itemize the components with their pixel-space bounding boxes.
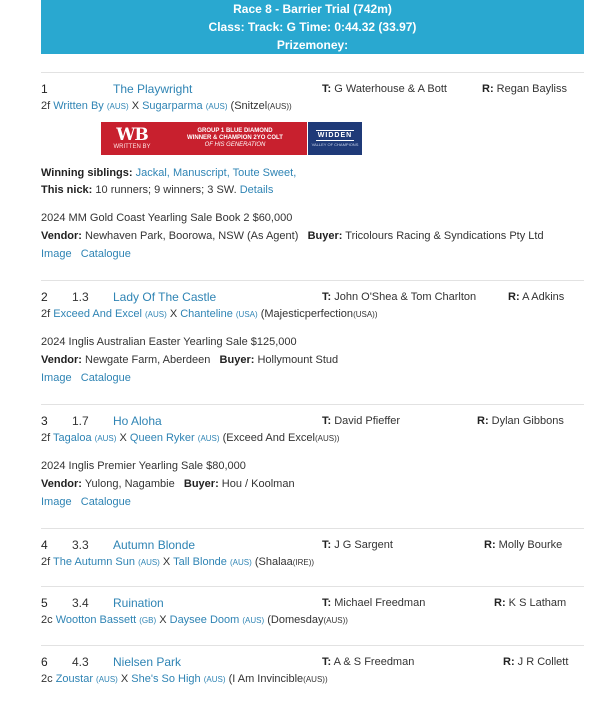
- rider-label: R:: [494, 597, 506, 609]
- widden-logo: [307, 122, 362, 155]
- sibling-link[interactable]: Toute Sweet,: [232, 167, 297, 179]
- image-link[interactable]: Image: [41, 248, 72, 260]
- runner-name-link[interactable]: Ruination: [113, 596, 164, 610]
- trainer-name: A & S Freedman: [333, 656, 415, 668]
- race-header: [41, 0, 584, 54]
- banner-line-3: OF HIS GENERATION: [204, 142, 266, 148]
- rider-name: Dylan Gibbons: [491, 415, 564, 427]
- sibling-link[interactable]: Jackal,: [135, 167, 170, 179]
- rider-name: A Adkins: [522, 291, 565, 303]
- trainer: [322, 594, 425, 612]
- trainer-name: David Pfieffer: [334, 415, 401, 427]
- runner-name-link[interactable]: The Playwright: [113, 82, 193, 96]
- cross-symbol: X: [169, 308, 178, 320]
- cross-symbol: X: [120, 673, 129, 685]
- widden-logo-text: WIDDEN: [317, 132, 353, 139]
- buyer-label: Buyer:: [183, 478, 219, 490]
- pedigree: [41, 98, 584, 114]
- vendor-name: Newgate Farm, Aberdeen: [85, 354, 211, 366]
- runner-odds: 3.3: [72, 538, 89, 552]
- banner-line-2: WINNER & CHAMPION 2YO COLT: [187, 135, 283, 141]
- rider-name: J R Collett: [517, 656, 569, 668]
- sibling-link[interactable]: Manuscript,: [172, 167, 230, 179]
- runner-number: 5: [41, 596, 48, 610]
- image-link[interactable]: Image: [41, 496, 72, 508]
- dam-link[interactable]: Tall Blonde: [173, 556, 227, 568]
- sire-link[interactable]: The Autumn Sun: [53, 556, 135, 568]
- rider-name: Regan Bayliss: [496, 83, 567, 95]
- damsire-country: (AUS)): [314, 434, 340, 443]
- damsire-country: (AUS)): [303, 675, 328, 684]
- vendor-buyer: [41, 475, 584, 493]
- runner-number: 4: [41, 538, 48, 552]
- damsire: (Shalaa: [254, 556, 293, 568]
- damsire: (Domesday: [267, 614, 324, 626]
- runner-name-link[interactable]: Nielsen Park: [113, 655, 182, 669]
- sire-link[interactable]: Zoustar: [55, 673, 93, 685]
- pedigree: [41, 430, 584, 446]
- media-links: [41, 369, 584, 387]
- dam-country: (AUS): [242, 616, 265, 625]
- cross-symbol: X: [131, 100, 140, 112]
- trainer-label: T:: [322, 656, 332, 668]
- cross-symbol: X: [162, 556, 171, 568]
- runner-odds: 1.3: [72, 290, 89, 304]
- buyer-name: Hollymount Stud: [257, 354, 339, 366]
- rider-label: R:: [508, 291, 520, 303]
- age-sex: 2f: [41, 432, 51, 444]
- rider: [503, 653, 568, 671]
- sire-link[interactable]: Wootton Bassett: [55, 614, 137, 626]
- rider-name: K S Latham: [508, 597, 567, 609]
- image-link[interactable]: Image: [41, 372, 72, 384]
- age-sex: 2f: [41, 556, 51, 568]
- damsire-country: (AUS)): [267, 102, 292, 111]
- sire-country: (AUS): [94, 434, 117, 443]
- media-links: [41, 245, 584, 263]
- catalogue-link[interactable]: Catalogue: [80, 496, 131, 508]
- winning-siblings: [41, 165, 584, 182]
- catalogue-link[interactable]: Catalogue: [80, 372, 131, 384]
- trainer-name: J G Sargent: [334, 539, 393, 551]
- stallion-banner[interactable]: [101, 122, 362, 155]
- nick-label: This nick:: [41, 184, 93, 196]
- rider-name: Molly Bourke: [498, 539, 563, 551]
- wb-logo-text: WB: [116, 124, 148, 145]
- vendor-label: Vendor:: [41, 230, 82, 242]
- runner-entry: [41, 645, 584, 706]
- damsire-country: (AUS)): [323, 616, 348, 625]
- trainer-label: T:: [322, 291, 332, 303]
- runner-odds: 4.3: [72, 655, 89, 669]
- dam-country: (AUS): [203, 675, 226, 684]
- pedigree: [41, 306, 584, 322]
- trainer-label: T:: [322, 597, 332, 609]
- dam-link[interactable]: Daysee Doom: [169, 614, 240, 626]
- damsire-country: (IRE)): [292, 558, 315, 567]
- damsire-country: (USA)): [353, 310, 378, 319]
- trainer-label: T:: [322, 83, 332, 95]
- runner-name-link[interactable]: Autumn Blonde: [113, 538, 196, 552]
- rider: [482, 80, 567, 98]
- runner-number: 3: [41, 414, 48, 428]
- trainer: [322, 412, 400, 430]
- runner-odds: 1.7: [72, 414, 89, 428]
- trainer: [322, 653, 414, 671]
- runner-name-link[interactable]: Lady Of The Castle: [113, 290, 217, 304]
- age-sex: 2f: [41, 308, 51, 320]
- trainer-name: John O'Shea & Tom Charlton: [334, 291, 477, 303]
- pedigree: [41, 612, 584, 628]
- sire-country: (AUS): [138, 558, 160, 567]
- runner-name-link[interactable]: Ho Aloha: [113, 414, 162, 428]
- buyer-name: Hou / Koolman: [221, 478, 295, 490]
- sale-info: 2024 MM Gold Coast Yearling Sale Book 2 $60,000: [41, 212, 293, 224]
- runner-number: 1: [41, 82, 48, 96]
- rider-label: R:: [484, 539, 496, 551]
- rider: [494, 594, 566, 612]
- age-sex: 2c: [41, 673, 53, 685]
- runner-entry: [41, 586, 584, 646]
- buyer-label: Buyer:: [307, 230, 343, 242]
- damsire: (Snitzel: [230, 100, 268, 112]
- sire-link[interactable]: Tagaloa: [53, 432, 92, 444]
- cross-symbol: X: [159, 614, 167, 626]
- rider-label: R:: [482, 83, 494, 95]
- sale-info: 2024 Inglis Premier Yearling Sale $80,000: [41, 460, 246, 472]
- runner-entry: [41, 72, 584, 281]
- vendor-buyer: [41, 227, 584, 245]
- sire-link[interactable]: Exceed And Excel: [53, 308, 142, 320]
- dam-link[interactable]: Queen Ryker: [129, 432, 195, 444]
- trainer-label: T:: [322, 415, 332, 427]
- vendor-name: Yulong, Nagambie: [84, 478, 175, 490]
- rider: [508, 288, 564, 306]
- widden-logo-subtext: VALLEY OF CHAMPIONS: [311, 142, 359, 147]
- dam-country: (AUS): [205, 102, 228, 111]
- runner-odds: 3.4: [72, 596, 89, 610]
- race-title: Race 8 - Barrier Trial (742m): [233, 2, 392, 16]
- vendor-label: Vendor:: [41, 354, 82, 366]
- pedigree: [41, 554, 584, 570]
- banner-text: [163, 128, 307, 149]
- age-sex: 2f: [41, 100, 51, 112]
- race-class-line: Class: Track: G Time: 0:44.32 (33.97): [208, 20, 417, 34]
- runner-entry: [41, 404, 584, 529]
- pedigree: [41, 671, 584, 687]
- catalogue-link[interactable]: Catalogue: [80, 248, 131, 260]
- sire-country: (AUS): [144, 310, 167, 319]
- age-sex: 2c: [41, 614, 53, 626]
- dam-country: (AUS): [230, 558, 252, 567]
- runner-number: 2: [41, 290, 48, 304]
- nick-value: 10 runners; 9 winners; 3 SW.: [95, 184, 237, 196]
- trainer: [322, 80, 447, 98]
- written-by-logo: [101, 122, 163, 155]
- vendor-label: Vendor:: [41, 478, 82, 490]
- sire-country: (GB): [139, 616, 157, 625]
- vendor-name: Newhaven Park, Boorowa, NSW (As Agent): [85, 230, 299, 242]
- rider-label: R:: [503, 656, 515, 668]
- trainer-name: Michael Freedman: [334, 597, 426, 609]
- buyer-name: Tricolours Racing & Syndications Pty Ltd: [345, 230, 544, 242]
- damsire: (Exceed And Excel: [222, 432, 315, 444]
- dam-country: (USA): [235, 310, 258, 319]
- media-links: [41, 493, 584, 511]
- damsire: (Majesticperfection: [260, 308, 354, 320]
- sire-link[interactable]: Written By: [53, 100, 104, 112]
- damsire: (I Am Invincible: [228, 673, 304, 685]
- rider: [477, 412, 564, 430]
- trainer: [322, 536, 393, 554]
- wb-logo-subtext: WRITTEN BY: [113, 143, 151, 150]
- rider-label: R:: [477, 415, 489, 427]
- sale-info: 2024 Inglis Australian Easter Yearling Sale $125,000: [41, 336, 297, 348]
- race-prizemoney: Prizemoney:: [276, 38, 349, 52]
- sire-country: (AUS): [96, 675, 118, 684]
- sire-country: (AUS): [106, 102, 129, 111]
- dam-link[interactable]: Sugarparma: [142, 100, 203, 112]
- rider: [484, 536, 562, 554]
- vendor-buyer: [41, 351, 584, 369]
- dam-country: (AUS): [197, 434, 220, 443]
- nick-stats: [41, 182, 584, 199]
- details-link[interactable]: Details: [239, 184, 274, 196]
- banner-line-1: GROUP 1 BLUE DIAMOND: [197, 128, 273, 134]
- dam-link[interactable]: She's So High: [131, 673, 201, 685]
- runner-entry: [41, 280, 584, 405]
- runner-number: 6: [41, 655, 48, 669]
- trainer-name: G Waterhouse & A Bott: [334, 83, 447, 95]
- trainer-label: T:: [322, 539, 332, 551]
- dam-link[interactable]: Chanteline: [180, 308, 233, 320]
- buyer-label: Buyer:: [219, 354, 255, 366]
- siblings-label: Winning siblings:: [41, 167, 133, 179]
- trainer: [322, 288, 476, 306]
- cross-symbol: X: [119, 432, 127, 444]
- runner-entry: [41, 528, 584, 587]
